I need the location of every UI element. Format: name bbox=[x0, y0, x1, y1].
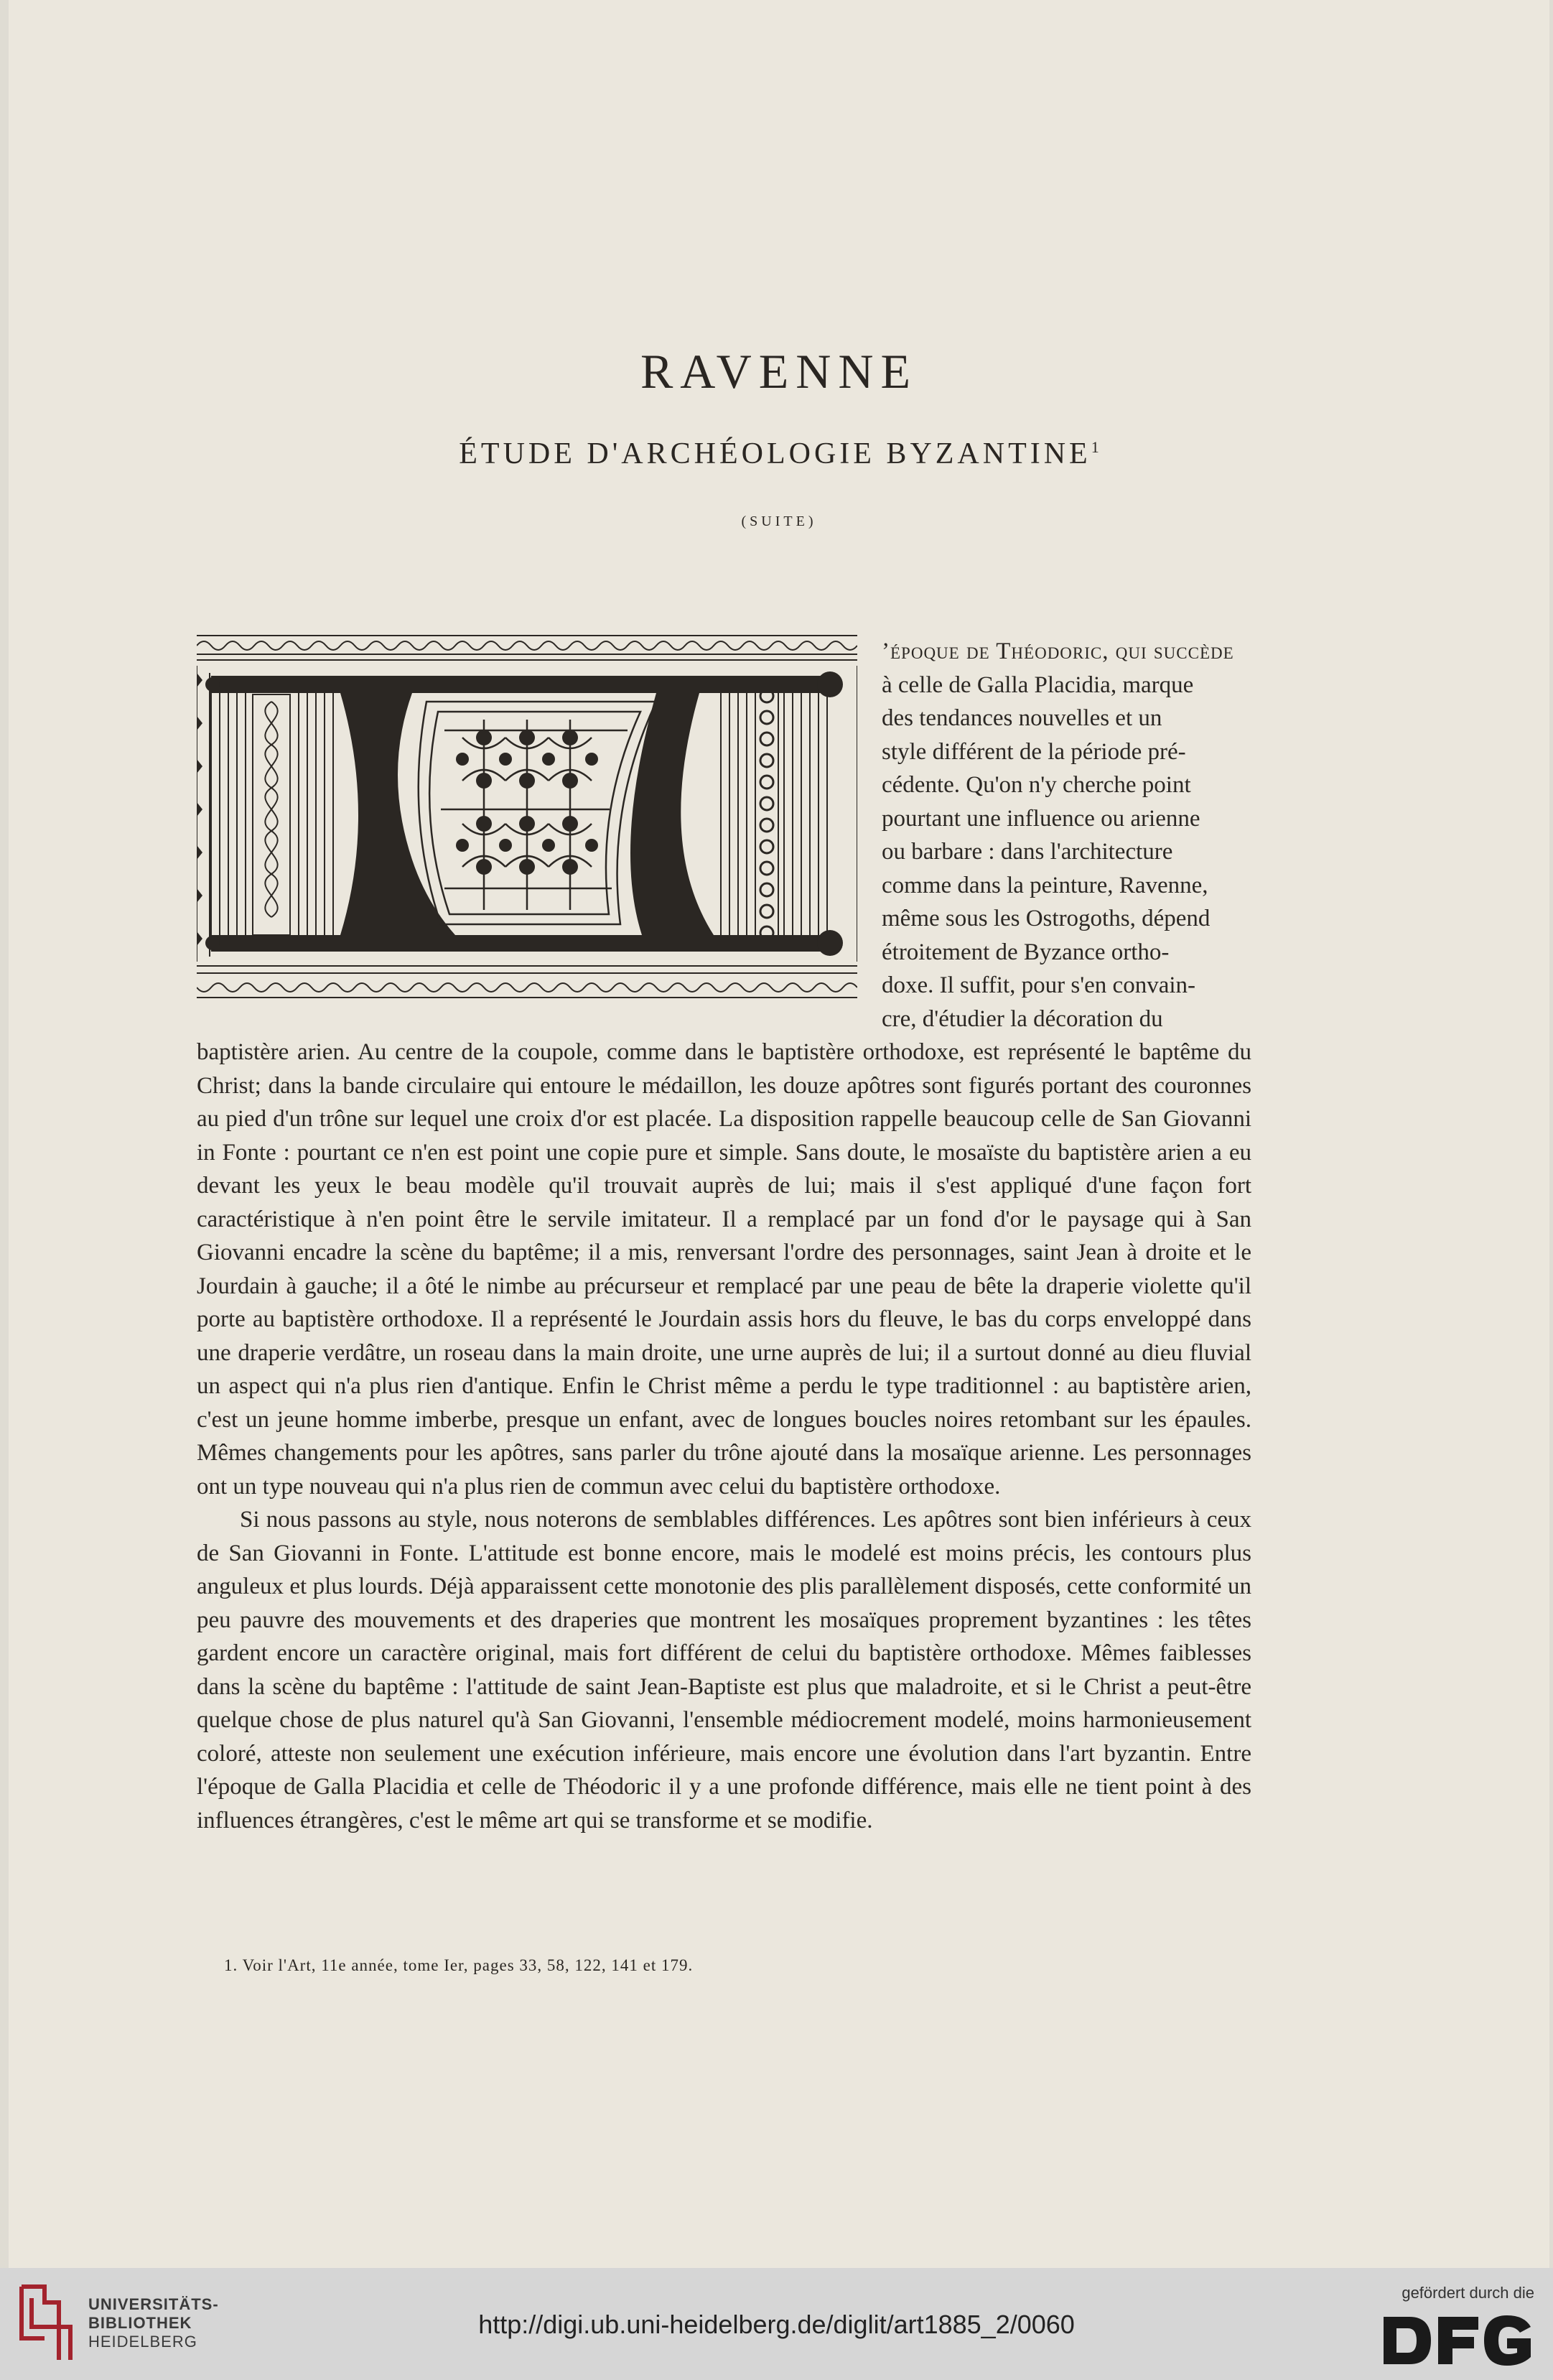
column-line: cre, d'étudier la décoration du bbox=[882, 1005, 1163, 1032]
column-line: cédente. Qu'on n'y cherche point bbox=[882, 772, 1191, 798]
column-text bbox=[882, 635, 1251, 1036]
column-line: même sous les Ostrogoths, dépend bbox=[882, 906, 1211, 931]
funded-by-label: gefördert durch die bbox=[1402, 2284, 1534, 2302]
column-line: ’époque de Théodoric, qui succède bbox=[882, 638, 1234, 664]
paragraph: Si nous passons au style, nous noterons de semblables différences. Les apôtres sont bien inférieurs à ceux de San Giovanni in Fonte. L'attitude est bonne encore, mais le modelé est moins précis, les contours plus anguleux et plus lourds. Déjà apparaissent cette monotonie des plis parallèlement disposés, cette conformité un peu pauvre des mouvements et des draperies que montrent les mosaïques proprement byzantines : les têtes gardent encore un caractère original, mais fort différent de celui du baptistère orthodoxe. Mêmes faiblesses dans la scène du baptême : l'attitude de saint Jean-Baptiste est plus que maladroite, et si le Christ a peut-être quelque chose de plus naturel qu'à San Giovanni, l'ensemble médiocrement modelé, moins harmonieusement coloré, atteste non seulement une exécution inférieure, mais encore une évolution dans l'art byzantin. Entre l'époque de Galla Placidia et celle de Théodoric il y a une profonde différence, mais elle ne tient point à des influences étrangères, c'est le même art qui se transforme et se modifie. bbox=[197, 1507, 1251, 1833]
digital-copy-url[interactable]: http://digi.ub.uni-heidelberg.de/diglit/art1885_2/0060 bbox=[478, 2310, 1075, 2339]
column-line: pourtant une influence ou arienne bbox=[882, 805, 1200, 832]
column-line: comme dans la peinture, Ravenne, bbox=[882, 872, 1208, 898]
article-title: RAVENNE bbox=[640, 344, 918, 399]
subtitle-text: ÉTUDE D'ARCHÉOLOGIE BYZANTINE bbox=[459, 437, 1091, 470]
column-line: à celle de Galla Placidia, marque bbox=[882, 671, 1194, 698]
column-line: des tendances nouvelles et un bbox=[882, 705, 1162, 731]
dfg-logo-icon bbox=[1384, 2312, 1534, 2369]
footnote: 1. Voir l'Art, 11e année, tome Ier, pages 33, 58, 122, 141 et 179. bbox=[224, 1956, 694, 1974]
paragraph: baptistère arien. Au centre de la coupole, comme dans le baptistère orthodoxe, est représenté le baptême du Christ; dans la bande circulaire qui entoure le médaillon, les douze apôtres sont figurés portant des couronnes au pied d'un trône sur lequel une croix d'or est placée. La disposition rappelle beaucoup celle de San Giovanni in Fonte : pourtant ce n'en est point une copie pure et simple. Sans doute, le mosaïste du baptistère arien a eu devant les yeux le beau modèle qu'il trouvait auprès de lui; mais il s'est appliqué d'une façon fort caractéristique à n'en point être le servile imitateur. Il a remplacé par un fond d'or le paysage qui à San Giovanni encadre la scène du baptême; il a mis, renversant l'ordre des personnages, saint Jean à droite et le Jourdain à gauche; il a ôté le nimbe au précurseur et remplacé par une peau de bête la draperie violette qu'il porte au baptistère orthodoxe. Il a représenté le Jourdain assis hors du fleuve, le bas du corps enveloppé dans une draperie verdâtre, un roseau dans la main droite, une urne auprès de lui; il a surtout donné au dieu fluvial un aspect qui n'a plus rien d'antique. Enfin le Christ même a perdu le type traditionnel : au baptistère arien, c'est un jeune homme imberbe, presque un enfant, avec de longues boucles noires retombant sur les épaules. Mêmes changements pour les apôtres, sans parler du trône ajouté dans la mosaïque arienne. Les personnages ont un type nouveau qui n'a plus rien de commun avec celui du baptistère orthodoxe. bbox=[197, 1039, 1251, 1500]
body-text bbox=[197, 1036, 1251, 1837]
column-line: ou barbare : dans l'architecture bbox=[882, 839, 1173, 865]
digitization-footer bbox=[0, 2268, 1553, 2380]
column-line: doxe. Il suffit, pour s'en convain- bbox=[882, 972, 1195, 998]
column-line: style différent de la période pré- bbox=[882, 738, 1186, 765]
footnote-ref: 1 bbox=[1091, 438, 1099, 456]
column-line: étroitement de Byzance ortho- bbox=[882, 939, 1170, 965]
library-name-line: UNIVERSITÄTS- bbox=[88, 2295, 219, 2313]
scanned-page bbox=[9, 0, 1549, 2268]
ornamental-initial-letter bbox=[197, 630, 857, 1010]
library-name-line: HEIDELBERG bbox=[88, 2333, 197, 2351]
article-subtitle bbox=[9, 437, 1549, 471]
suite-label: (SUITE) bbox=[741, 513, 817, 529]
library-name-line: BIBLIOTHEK bbox=[88, 2314, 192, 2332]
